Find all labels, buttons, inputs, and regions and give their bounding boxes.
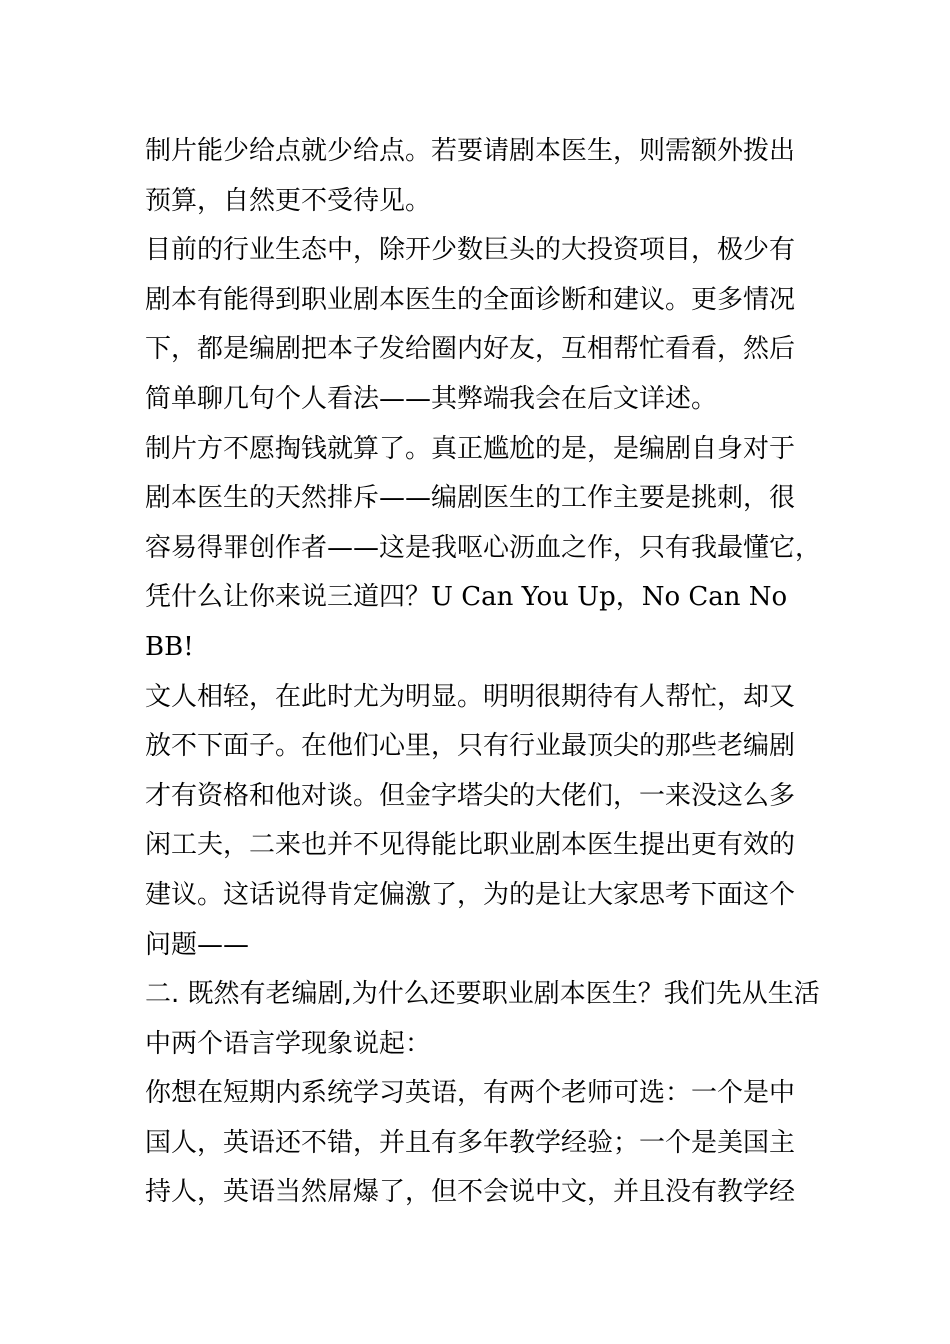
text-line: 才有资格和他对谈。但金字塔尖的大佬们，一来没这么多 <box>145 780 796 811</box>
english-phrase-end: BB! <box>145 631 194 662</box>
text-line: 制片方不愿掏钱就算了。真正尴尬的是，是编剧自身对于 <box>145 433 796 464</box>
text-line: 下，都是编剧把本子发给圈内好友，互相帮忙看看，然后 <box>145 334 796 365</box>
text-line: 剧本医生的天然排斥——编剧医生的工作主要是挑刺，很 <box>145 483 796 514</box>
text-line: 持人，英语当然屌爆了，但不会说中文，并且没有教学经 <box>145 1177 796 1208</box>
text-line-mixed <box>145 573 825 623</box>
body-text <box>145 127 825 1218</box>
text-line: 容易得罪创作者——这是我呕心沥血之作，只有我最懂它， <box>145 532 822 563</box>
text-line: 中两个语言学现象说起： <box>145 1028 432 1059</box>
text-line: 剧本有能得到职业剧本医生的全面诊断和建议。更多情况 <box>145 284 796 315</box>
text-line: 制片能少给点就少给点。若要请剧本医生，则需额外拨出 <box>145 136 796 166</box>
text-line: 目前的行业生态中，除开少数巨头的大投资项目，极少有 <box>145 235 796 266</box>
text-segment: 凭什么让你来说三道四？ <box>145 582 432 613</box>
text-line: 问题—— <box>145 929 250 960</box>
text-line: 你想在短期内系统学习英语，有两个老师可选：一个是中 <box>145 1078 796 1109</box>
text-line: 文人相轻，在此时尤为明显。明明很期待有人帮忙，却又 <box>145 681 796 712</box>
text-line: 简单聊几句个人看法——其弊端我会在后文详述。 <box>145 383 718 414</box>
text-line: 闲工夫，二来也并不见得能比职业剧本医生提出更有效的 <box>145 830 796 861</box>
text-line: 国人，英语还不错，并且有多年教学经验；一个是美国主 <box>145 1127 796 1158</box>
text-line: 建议。这话说得肯定偏激了，为的是让大家思考下面这个 <box>145 879 796 910</box>
text-line: 放不下面子。在他们心里，只有行业最顶尖的那些老编剧 <box>145 731 796 762</box>
section-heading-line: 二. 既然有老编剧,为什么还要职业剧本医生？我们先从生活 <box>145 979 820 1010</box>
english-phrase: U Can You Up，No Can No <box>431 582 788 613</box>
text-line: 预算，自然更不受待见。 <box>145 185 432 216</box>
